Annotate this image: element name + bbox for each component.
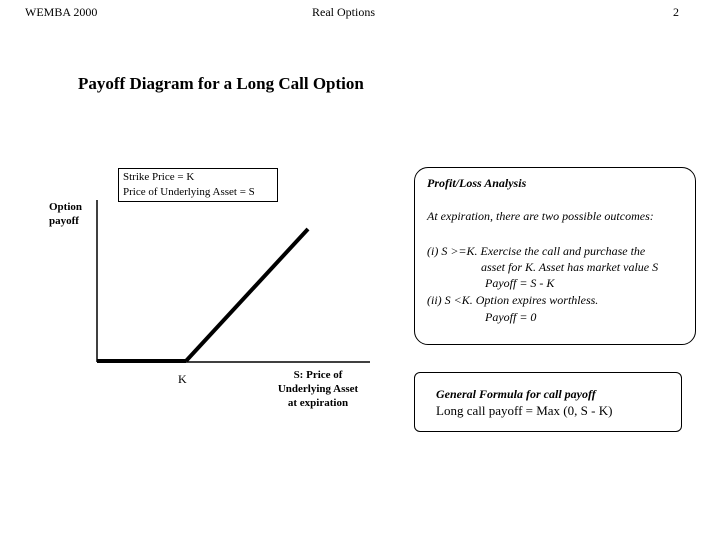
general-formula-box <box>414 372 682 432</box>
case2-line2: Payoff = 0 <box>485 310 537 324</box>
profit-loss-box <box>414 167 696 345</box>
x-label-line1: S: Price of <box>293 369 343 381</box>
y-axis-label <box>49 200 82 228</box>
case2-line1: (ii) S <K. Option expires worthless. <box>427 293 599 307</box>
header-center: Real Options <box>312 5 375 19</box>
y-label-line1: Option <box>49 201 83 213</box>
x-label-line3: at expiration <box>287 397 349 409</box>
y-label-line2: payoff <box>49 215 79 227</box>
case1-line2: asset for K. Asset has market value S <box>481 260 659 274</box>
legend-underlying: Price of Underlying Asset = S <box>123 186 255 198</box>
legend-box <box>118 168 278 202</box>
strike-label: K <box>178 372 187 386</box>
profit-loss-intro: At expiration, there are two possible outcomes: <box>427 209 654 223</box>
profit-loss-title: Profit/Loss Analysis <box>427 176 527 190</box>
general-formula-title: General Formula for call payoff <box>436 387 596 401</box>
payoff-line-slope <box>186 229 308 361</box>
slide-title: Payoff Diagram for a Long Call Option <box>78 74 364 93</box>
case1-line3: Payoff = S - K <box>485 276 555 290</box>
case1-line1: (i) S >=K. Exercise the call and purchase the <box>427 244 646 258</box>
general-formula: Long call payoff = Max (0, S - K) <box>436 403 613 418</box>
page-number: 2 <box>673 5 679 19</box>
x-label-line2: Underlying Asset <box>277 383 359 395</box>
header-left: WEMBA 2000 <box>25 5 98 19</box>
x-axis-label <box>268 368 368 410</box>
legend-strike: Strike Price = K <box>123 171 195 183</box>
